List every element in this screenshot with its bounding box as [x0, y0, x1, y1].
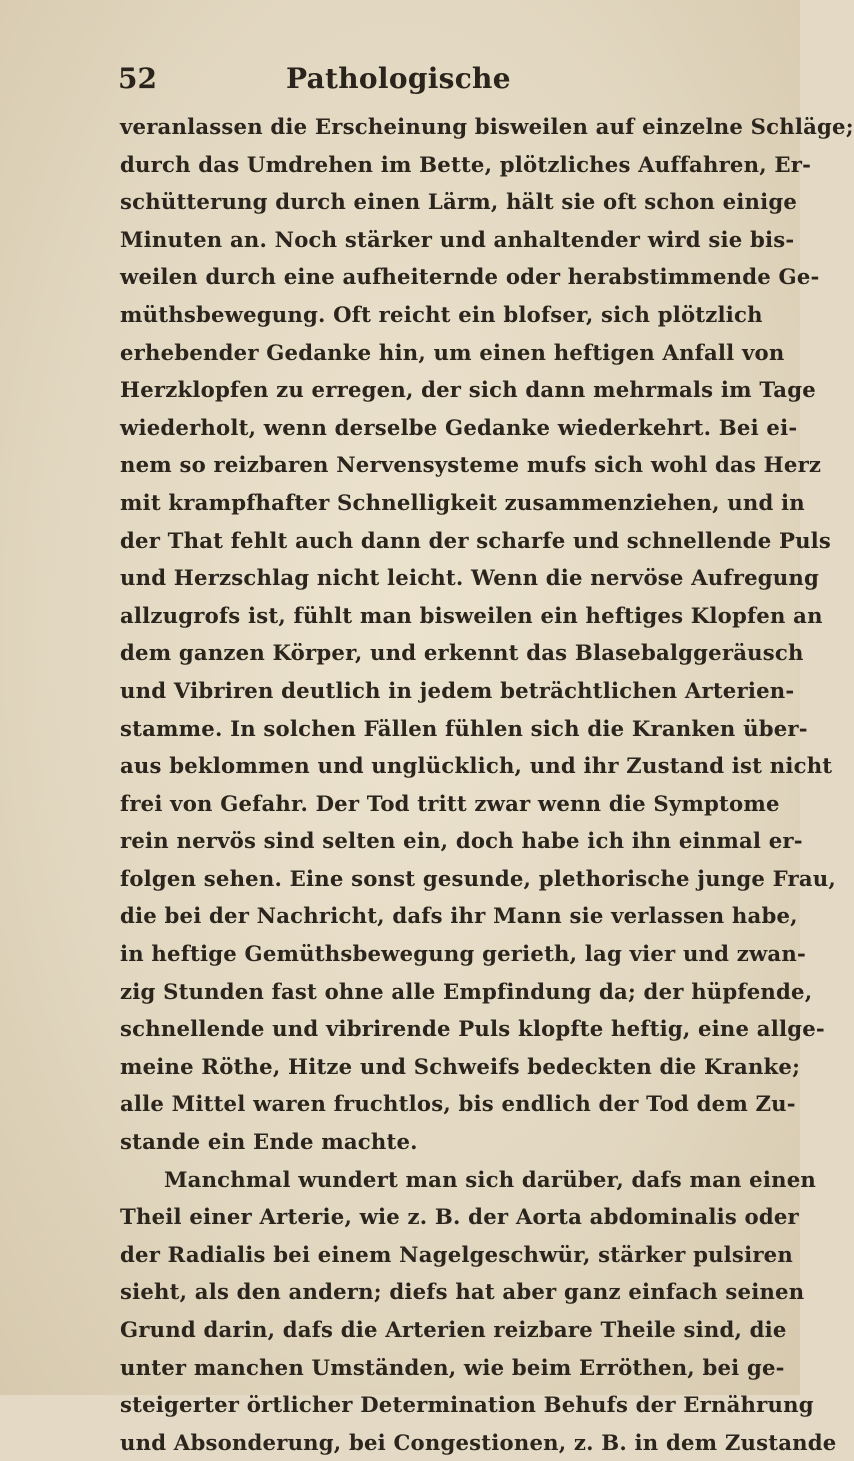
text-line: meine Röthe, Hitze und Schweifs bedeckten die Kranke; — [120, 1053, 801, 1079]
text-line: schütterung durch einen Lärm, hält sie oft schon einige — [120, 189, 798, 215]
text-line: zig Stunden fast ohne alle Empfindung da; der hüpfende, — [120, 978, 813, 1004]
text-line: dem ganzen Körper, und erkennt das Blasebalggeräusch — [120, 640, 804, 666]
text-line: die bei der Nachricht, dafs ihr Mann sie verlassen habe, — [120, 903, 798, 929]
text-line: stamme. In solchen Fällen fühlen sich die Kranken über- — [120, 715, 808, 741]
text-line: müthsbewegung. Oft reicht ein blofser, sich plötzlich — [120, 301, 763, 327]
text-line: alle Mittel waren fruchtlos, bis endlich der Tod dem Zu- — [120, 1091, 796, 1117]
paragraph-start-line: Manchmal wundert man sich darüber, dafs man einen — [164, 1166, 817, 1192]
text-line: und Vibriren deutlich in jedem beträchtlichen Arterien- — [120, 677, 795, 703]
text-line: mit krampfhafter Schnelligkeit zusammenziehen, und in — [120, 489, 805, 515]
text-line: in heftige Gemüthsbewegung gerieth, lag vier und zwan- — [120, 941, 806, 967]
text-line: allzugrofs ist, fühlt man bisweilen ein heftiges Klopfen an — [120, 602, 823, 628]
text-line: Herzklopfen zu erregen, der sich dann mehrmals im Tage — [120, 377, 816, 403]
text-line: und Absonderung, bei Congestionen, z. B. in dem Zustande — [120, 1429, 837, 1455]
text-line: und Herzschlag nicht leicht. Wenn die nervöse Aufregung — [120, 565, 820, 591]
text-line: der That fehlt auch dann der scharfe und schnellende Puls — [120, 527, 832, 553]
text-line: durch das Umdrehen im Bette, plötzliches Auffahren, Er- — [120, 151, 812, 177]
running-title: Pathologische — [286, 62, 511, 95]
text-line: Minuten an. Noch stärker und anhaltender wird sie bis- — [120, 226, 795, 252]
text-line: frei von Gefahr. Der Tod tritt zwar wenn die Symptome — [120, 790, 780, 816]
text-line: weilen durch eine aufheiternde oder herabstimmende Ge- — [120, 264, 820, 290]
body-text — [120, 108, 854, 1461]
text-line: aus beklommen und unglücklich, und ihr Zustand ist nicht — [120, 753, 833, 779]
page-header — [118, 62, 698, 102]
text-line: veranlassen die Erscheinung bisweilen auf einzelne Schläge; — [120, 114, 854, 139]
text-line: schnellende und vibrirende Puls klopfte heftig, eine allge- — [120, 1016, 825, 1042]
text-line: rein nervös sind selten ein, doch habe ich ihn einmal er- — [120, 828, 803, 854]
text-line: nem so reizbaren Nervensysteme mufs sich wohl das Herz — [120, 452, 822, 478]
text-line: wiederholt, wenn derselbe Gedanke wiederkehrt. Bei ei- — [120, 414, 798, 440]
text-line: Grund darin, dafs die Arterien reizbare Theile sind, die — [120, 1317, 787, 1342]
text-line: Theil einer Arterie, wie z. B. der Aorta abdominalis oder — [120, 1204, 799, 1230]
text-line: sieht, als den andern; diefs hat aber ganz einfach seinen — [120, 1279, 805, 1305]
text-line: steigerter örtlicher Determination Behufs der Ernährung — [120, 1392, 814, 1418]
text-line: folgen sehen. Eine sonst gesunde, plethorische junge Frau, — [120, 865, 836, 891]
page-number: 52 — [118, 62, 157, 95]
text-line: erhebender Gedanke hin, um einen heftigen Anfall von — [120, 339, 785, 365]
paragraph-end-line: stande ein Ende machte. — [120, 1129, 418, 1155]
text-line: der Radialis bei einem Nagelgeschwür, stärker pulsiren — [120, 1241, 793, 1267]
text-line: unter manchen Umständen, wie beim Erröthen, bei ge- — [120, 1354, 785, 1380]
